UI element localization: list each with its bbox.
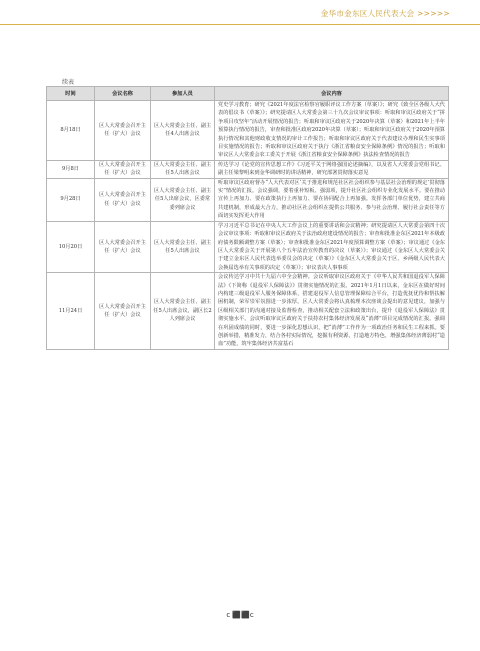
cell-meeting: 区人大常委会召开主任（扩大）会议	[95, 273, 151, 350]
cell-attendees: 区人大常委会主任、副主任4人出席会议	[151, 101, 215, 161]
cell-attendees: 区人大常委会主任、副主任5人出席会议，副区长2人列席会议	[151, 273, 215, 350]
column-header-meeting: 会议名称	[95, 87, 151, 101]
cell-meeting: 区人大常委会召开主任（扩大）会议	[95, 221, 151, 272]
cell-time: 10月20日	[47, 221, 95, 272]
table-row	[47, 178, 449, 221]
continued-label: 续表	[62, 79, 75, 86]
header-title: 金华市金东区人民代表大会 >>>>>	[320, 9, 450, 18]
table-row	[47, 160, 449, 178]
table-header-row	[47, 87, 449, 101]
cell-meeting: 区人大常委会召开主任（扩大）会议	[95, 160, 151, 178]
page-number: c ⬛⬛c	[226, 611, 254, 619]
table-row	[47, 101, 449, 161]
cell-content: 听取审议区政府督办“人大代表对区‘关于推进和规范社区社会组织参与基层社会治理的规定’贯彻落实”情况的汇报。会议强调，要着重补短板、强弱项，提升社区社会组织专业化发展水平。要在推动宣传上再加力、要在政策执行上再加力、要在协同配合上再加强。发挥各部门单位优势，建立共商共建机制，形成最大合力，推动社区社会组织在提供公共服务、参与社会治理、履行社会责任等方面切实发挥更大作用	[215, 178, 449, 221]
page-header	[0, 0, 480, 32]
cell-content: 党史学习教育；研究《2021年度法官检察官履职评议工作方案（草案）》；研究《致全区各级人大代表的倡议书（草案）》；研究提请区人大常委会第三十九次会议审议事项：听取和审议区政府关于“拼争项目攻坚年”活动开展情况的报告；听取和审议区政府关于2020年决算（草案）和2021年上半年预算执行情况的报告，审查和批准区政府2020年决算（草案）；听取和审议区政府关于2020年预算执行情况和其他财政收支情况的审计工作报告；听取和审议区政府关于代表建议办理和民生实事项目实施情况的报告；听取和审议区政府关于执行《浙江省粮食安全保障条例》情况的报告；听取和审议区人大常委会农工委关于开展《浙江省粮食安全保障条例》执法检查情况的报告	[215, 101, 449, 161]
cell-time: 11月24日	[47, 273, 95, 350]
cell-time: 9月8日	[47, 160, 95, 178]
cell-attendees: 区人大常委会主任、副主任5人出席会议	[151, 160, 215, 178]
cell-time: 9月28日	[47, 178, 95, 221]
column-header-attendees: 参加人员	[151, 87, 215, 101]
cell-content: 传达学习《论党的宣传思想工作》《习近平关于网络强国论述摘编》，以及省人大常委会党组书记、副主任梁黎明来到金华调研时的讲话精神，研究部署贯彻落实意见	[215, 160, 449, 178]
cell-attendees: 区人大常委会主任、副主任5人出席会议，区委常委列席会议	[151, 178, 215, 221]
cell-time: 8月18日	[47, 101, 95, 161]
table-row	[47, 273, 449, 350]
meetings-table	[46, 86, 449, 350]
header-rule	[0, 24, 480, 25]
cell-content: 学习习近平总书记在中央人大工作会议上的重要讲话和会议精神；研究提请区人大常委会第四十次会议审议事项：听取和审议区政府关于法治政府建设情况的报告；审查和批准金东区2021年本级政府债务限额调整方案（草案）；审查和批准金东区2021年度预算调整方案（草案）；审议通过《金东区人大常委会关于开展第八个五年法治宣传教育的决议（草案）》；审议通过《金东区人大常委会关于建立金东区人民代表选举委员会的决定（草案）》《金东区人大常委会关于区、乡两级人民代表大会换届选举有关事项的决定（草案）》；审议表决人事事项	[215, 221, 449, 272]
cell-meeting: 区人大常委会召开主任（扩大）会议	[95, 101, 151, 161]
cell-meeting: 区人大常委会召开主任（扩大）会议	[95, 178, 151, 221]
column-header-time: 时间	[47, 87, 95, 101]
cell-attendees: 区人大常委会主任、副主任5人出席会议	[151, 221, 215, 272]
column-header-content: 会议内容	[215, 87, 449, 101]
table-row	[47, 221, 449, 272]
cell-content: 会议传达学习中共十九届六中全会精神。会议听取审议区政府关于《中华人民共和国退役军人保障法》《下简称《退役军人保障法》》贯彻实施情况的汇报。2021年1月1日以来，金东区在做好时间内构建三级退役军人服务保障体系，搭建退役军人信息管理保障综合平台，打造优抚优待和帮扶解困机制，荣军崇军氛围进一步浓厚。区人大常委会将认真梳理本次座谈会提出的意见建议，加强与区级相关部门的沟通对接及监督检查，推动相关配套立法和政策出台，提升《退役军人保障法》贯彻实施水平。会议听取审议区政府关于扶持农村集体经济发展及“消薄”项目完成情况的汇报。强调在巩固成绩的同时，要进一步深化思想认识，把“消薄”工作作为一项政治任务和民生工程来抓。要创新举措，精准发力，结合各村实际情况，挖掘有利资源，打造地方特色，增强集体经济薄弱村“造血”功能，筑牢集体经济共富基石	[215, 273, 449, 350]
